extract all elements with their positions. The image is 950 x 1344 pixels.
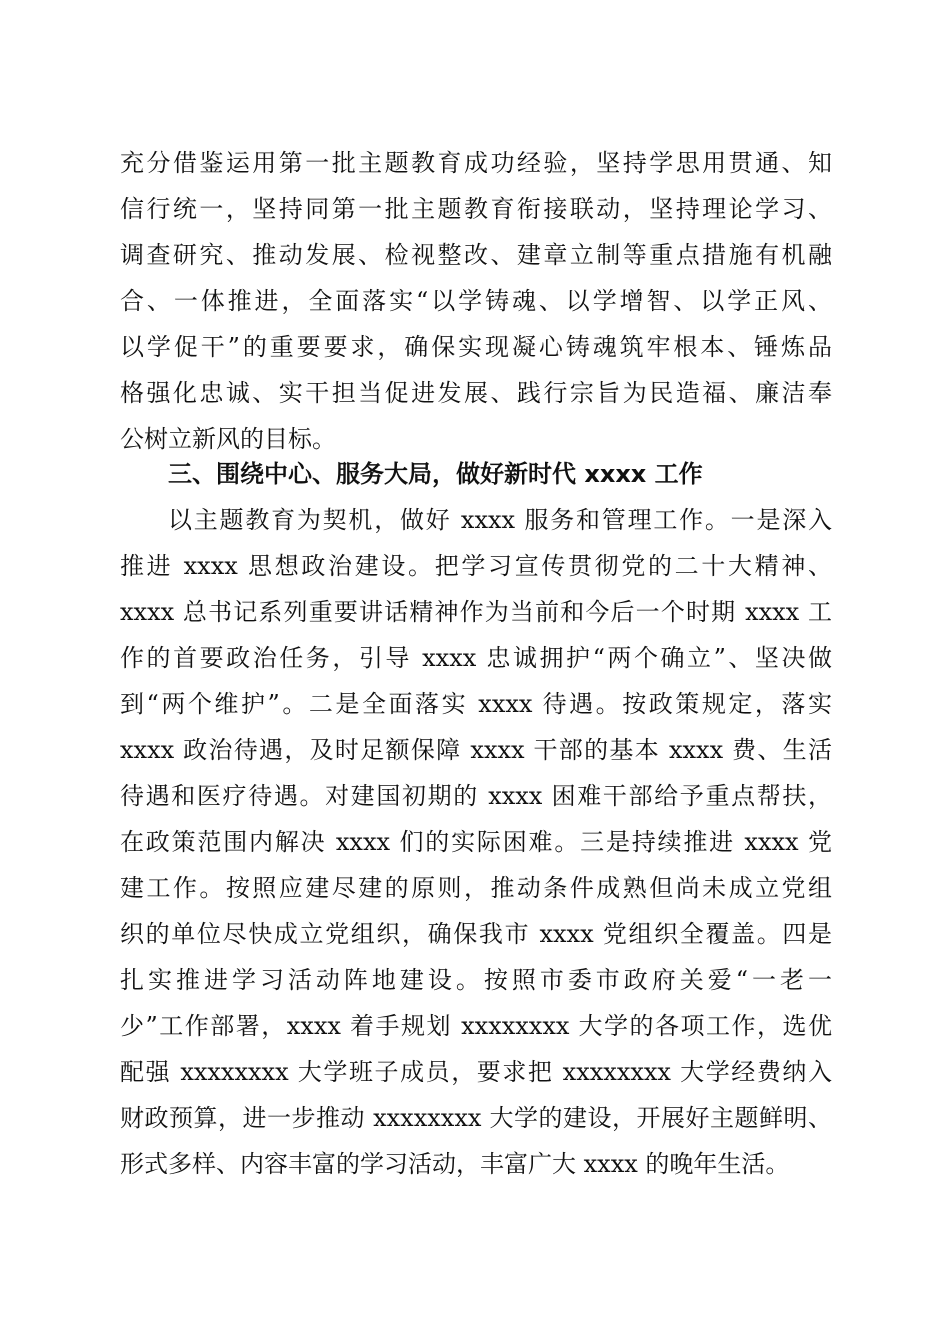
paragraph-line: 在政策范围内解决 xxxx 们的实际困难。三是持续推进 xxxx 党 <box>120 828 832 856</box>
paragraph-2 <box>120 497 832 1187</box>
paragraph-line: 财政预算，进一步推动 xxxxxxxx 大学的建设，开展好主题鲜明、 <box>120 1104 832 1132</box>
paragraph-line: 推进 xxxx 思想政治建设。把学习宣传贯彻党的二十大精神、 <box>120 552 832 580</box>
paragraph-line: 以主题教育为契机，做好 xxxx 服务和管理工作。一是深入 <box>168 506 832 534</box>
paragraph-line: 合、一体推进，全面落实“以学铸魂、以学增智、以学正风、 <box>120 287 832 315</box>
paragraph-line: 信行统一，坚持同第一批主题教育衔接联动，坚持理论学习、 <box>120 195 832 223</box>
paragraph-line: 扎实推进学习活动阵地建设。按照市委市政府关爱“一老一 <box>120 966 832 994</box>
paragraph-line: xxxx 政治待遇，及时足额保障 xxxx 干部的基本 xxxx 费、生活 <box>120 736 832 764</box>
paragraph-line: 公树立新风的目标。 <box>120 425 336 453</box>
paragraph-line: 建工作。按照应建尽建的原则，推动条件成熟但尚未成立党组 <box>120 874 832 902</box>
paragraph-line: 充分借鉴运用第一批主题教育成功经验，坚持学思用贯通、知 <box>120 149 832 177</box>
paragraph-1 <box>120 140 832 462</box>
paragraph-line: 作的首要政治任务，引导 xxxx 忠诚拥护“两个确立”、坚决做 <box>120 644 832 672</box>
paragraph-line: 待遇和医疗待遇。对建国初期的 xxxx 困难干部给予重点帮扶， <box>120 782 832 810</box>
paragraph-line: 格强化忠诚、实干担当促进发展、践行宗旨为民造福、廉洁奉 <box>120 379 832 407</box>
paragraph-line: 以学促干”的重要要求，确保实现凝心铸魂筑牢根本、锤炼品 <box>120 333 832 361</box>
paragraph-line: 调查研究、推动发展、检视整改、建章立制等重点措施有机融 <box>120 241 832 269</box>
paragraph-line: 少”工作部署，xxxx 着手规划 xxxxxxxx 大学的各项工作，选优 <box>120 1012 832 1040</box>
paragraph-line: 到“两个维护”。二是全面落实 xxxx 待遇。按政策规定，落实 <box>120 690 832 718</box>
paragraph-line: 配强 xxxxxxxx 大学班子成员，要求把 xxxxxxxx 大学经费纳入 <box>120 1058 832 1086</box>
section-heading: 三、围绕中心、服务大局，做好新时代 xxxx 工作 <box>168 460 703 488</box>
paragraph-line: 织的单位尽快成立党组织，确保我市 xxxx 党组织全覆盖。四是 <box>120 920 832 948</box>
paragraph-line: 形式多样、内容丰富的学习活动，丰富广大 xxxx 的晚年生活。 <box>120 1150 790 1178</box>
paragraph-line: xxxx 总书记系列重要讲话精神作为当前和今后一个时期 xxxx 工 <box>120 598 832 626</box>
